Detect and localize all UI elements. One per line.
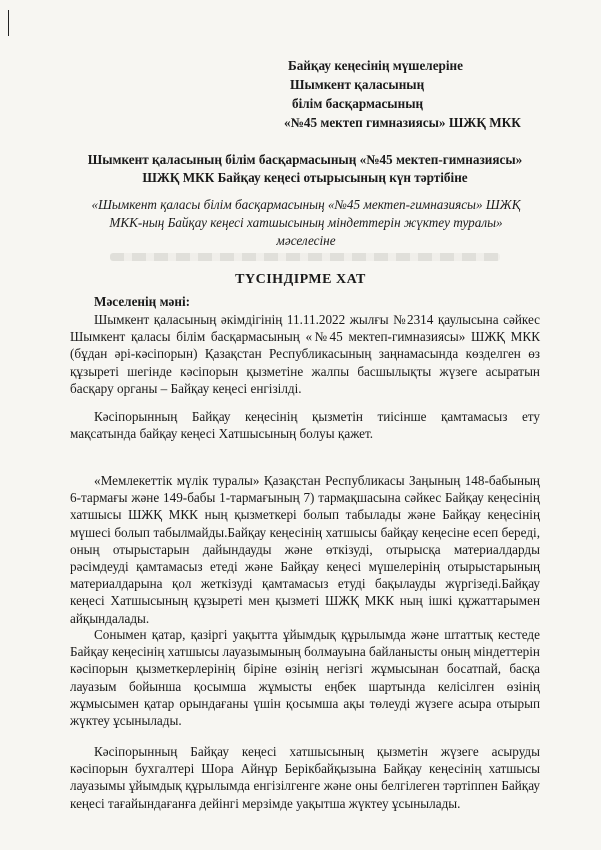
paragraph-3-text: «Мемлекеттік мүлік туралы» Қазақстан Республикасы Заңының 148-бабының 6-тармағы және 149-бабы 1-тармағының 7) тармақшасына сәйкес Байқау кеңесінің хатшысы ШЖҚ МКК ның қызметкері болып табылады және Байқау кеңесінің мүшесі болып табылмайды.Байқау кеңесінің хатшысы байқау кеңесіне есеп береді, оның отырыстарын дайындауды және өткізуді, отырысқа материалдарды рәсімдеуді қамтамасыз етеді және Байқау кеңесі мүшелерінің отырыстарының материалдарына қол жеткізуді қамтамасыз етуді бақылауды жүргізеді.Байқау кеңесі Хатшысының құзыреті мен қызметі ШЖҚ МКК ның ішкі құжаттарымен айқындалады. bbox=[70, 473, 540, 626]
issue-line-1: «Шымкент қаласы білім басқармасының «№45 мектеп-гимназиясы» ШЖҚ bbox=[91, 197, 521, 212]
paragraph-4 bbox=[70, 626, 540, 729]
paragraph-5 bbox=[70, 743, 540, 812]
agenda-line-2: ШЖҚ МКК Байқау кеңесі отырысының күн тәртібіне bbox=[142, 170, 468, 185]
document-title: ТҮСІНДІРМЕ ХАТ bbox=[235, 272, 366, 287]
paragraph-4-text: Сонымен қатар, қазіргі уақытта ұйымдық құрылымда және штаттық кестеде Байқау кеңесінің хатшысы лауазымының болмауына байланысты оның міндеттерін кәсіпорын қызметкерлерінің біріне өзінің негізгі жұмысынан босатпай, басқа лауазым бойынша қосымша жұмысты еңбек шартында келісілген өзінің жұмысымен қатар орындағаны үшін қосымша ақы төлеуді жүзеге асыра отырып жүктеу ұсынылады. bbox=[70, 627, 540, 729]
paragraph-2 bbox=[70, 408, 540, 442]
addressee-block bbox=[278, 56, 578, 132]
issue-line-3: мәселесіне bbox=[276, 233, 336, 248]
addressee-line-2: Шымкент қаласының bbox=[290, 77, 425, 92]
agenda-heading bbox=[40, 151, 570, 187]
essence-heading: Мәселенің мәні: bbox=[94, 294, 191, 309]
faded-bleed-through bbox=[110, 253, 500, 261]
paragraph-1 bbox=[70, 311, 540, 397]
paragraph-5-text: Кәсіпорынның Байқау кеңесі хатшысының қызметін жүзеге асыруды кәсіпорын бухгалтері Шора Айнұр Берікбайқызына Байқау кеңесінің хатшысы лауазымы ұйымдық құрылымда енгізілгенге және оны белгілеген тәртіппен Байқау кеңесі тағайындағанға дейінгі мерзімде уақытша жүктеу ұсынылады. bbox=[70, 744, 540, 811]
paragraph-3 bbox=[70, 472, 540, 627]
addressee-line-3: білім басқармасының bbox=[292, 96, 424, 111]
scan-edge-mark bbox=[8, 10, 9, 36]
paragraph-1-text: Шымкент қаласының әкімдігінің 11.11.2022 жылғы №2314 қаулысына сәйкес Шымкент қаласы білім басқармасының «№45 мектеп-гимназиясы» ШЖҚ МКК (бұдан әрі-кәсіпорын) Қазақстан Республикасының заңнамасында көзделген өз құзыреті шегінде кәсіпорын қызметіне жалпы басшылықты жүзеге асыратын басқару органы – Байқау кеңесі енгізілді. bbox=[70, 312, 540, 396]
agenda-line-1: Шымкент қаласының білім басқармасының «№45 мектеп-гимназиясы» bbox=[87, 152, 523, 167]
paragraph-2-text: Кәсіпорынның Байқау кеңесінің қызметін тиісінше қамтамасыз ету мақсатында байқау кеңесі Хатшысының болуы қажет. bbox=[70, 409, 540, 442]
addressee-line-1: Байқау кеңесінің мүшелеріне bbox=[288, 58, 463, 73]
issue-statement bbox=[56, 196, 556, 250]
addressee-line-4: «№45 мектеп гимназиясы» ШЖҚ МКК bbox=[284, 115, 521, 130]
issue-line-2: МКК-ның Байқау кеңесі хатшысының міндеттерін жүктеу туралы» bbox=[109, 215, 503, 230]
